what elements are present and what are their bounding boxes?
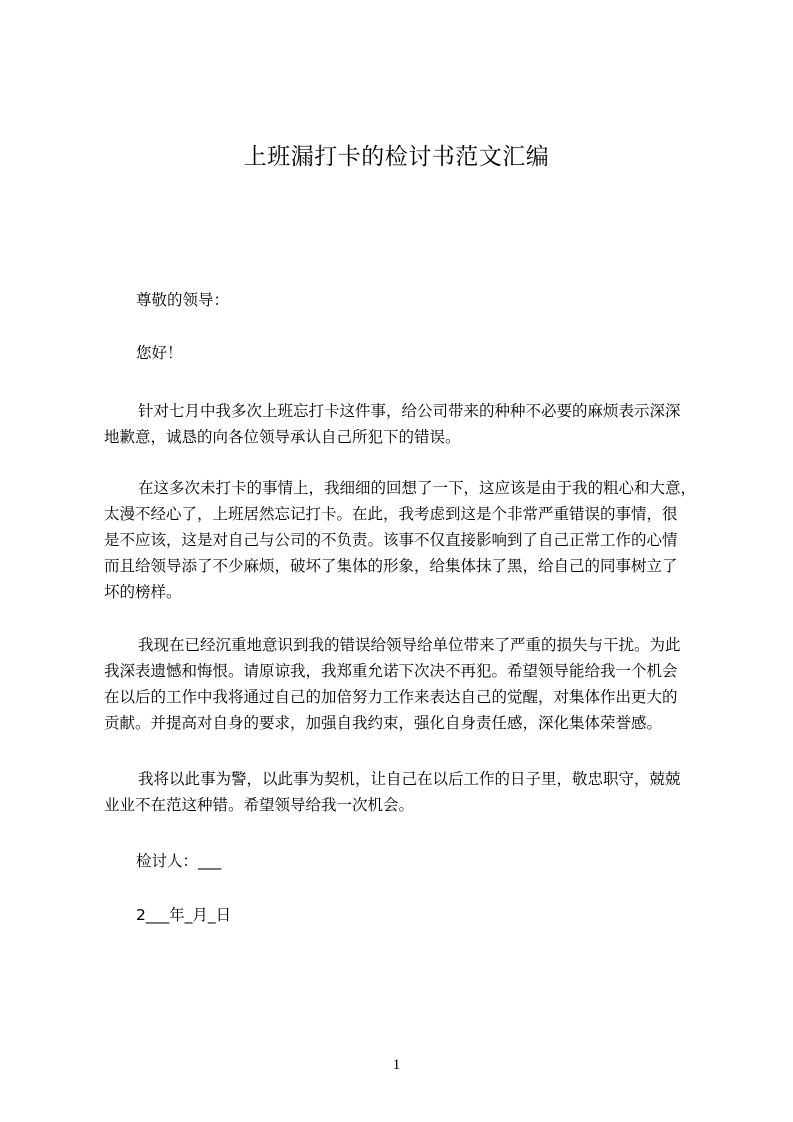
signature-line: 检讨人：___ bbox=[136, 852, 222, 870]
paragraph-3-line: 在以后的工作中我将通过自己的加倍努力工作来表达自己的觉醒，对集体作出更大的 bbox=[104, 688, 678, 706]
paragraph-2-line: 太漫不经心了，上班居然忘记打卡。在此，我考虑到这是个非常严重错误的事情，很 bbox=[104, 505, 678, 523]
paragraph-1-line: 针对七月中我多次上班忘打卡这件事，给公司带来的种种不必要的麻烦表示深深 bbox=[138, 402, 681, 420]
paragraph-3-line: 我现在已经沉重地意识到我的错误给领导给单位带来了严重的损失与干扰。为此 bbox=[138, 636, 681, 654]
paragraph-3-line: 贡献。并提高对自身的要求，加强自我约束，强化自身责任感，深化集体荣誉感。 bbox=[104, 714, 663, 732]
paragraph-2-line: 而且给领导添了不少麻烦，破坏了集体的形象，给集体抹了黑，给自己的同事树立了 bbox=[104, 557, 678, 575]
document-title: 上班漏打卡的检讨书范文汇编 bbox=[243, 144, 550, 170]
paragraph-2-line: 是不应该，这是对自己与公司的不负责。该事不仅直接影响到了自己正常工作的心情 bbox=[104, 531, 678, 549]
paragraph-1 bbox=[104, 398, 716, 450]
paragraph-4-line: 业业不在范这种错。希望领导给我一次机会。 bbox=[104, 796, 415, 814]
paragraph-3-line: 我深表遗憾和悔恨。请原谅我，我郑重允诺下次决不再犯。希望领导能给我一个机会 bbox=[104, 662, 678, 680]
paragraph-2 bbox=[104, 475, 716, 605]
paragraph-3 bbox=[104, 632, 716, 736]
paragraph-2-line: 在这多次未打卡的事情上，我细细的回想了一下，这应该是由于我的粗心和大意， bbox=[138, 479, 697, 497]
paragraph-4-line: 我将以此事为警，以此事为契机，让自己在以后工作的日子里，敬忠职守，兢兢 bbox=[138, 770, 681, 788]
date-line: 2___年_月_日 bbox=[136, 906, 232, 924]
salutation: 尊敬的领导： bbox=[136, 291, 230, 309]
paragraph-2-line: 坏的榜样。 bbox=[104, 583, 182, 601]
page-number: 1 bbox=[392, 1057, 401, 1073]
paragraph-1-line: 地歉意，诚恳的向各位领导承认自己所犯下的错误。 bbox=[104, 428, 461, 446]
paragraph-4 bbox=[104, 766, 716, 818]
greeting: 您好！ bbox=[136, 344, 183, 362]
